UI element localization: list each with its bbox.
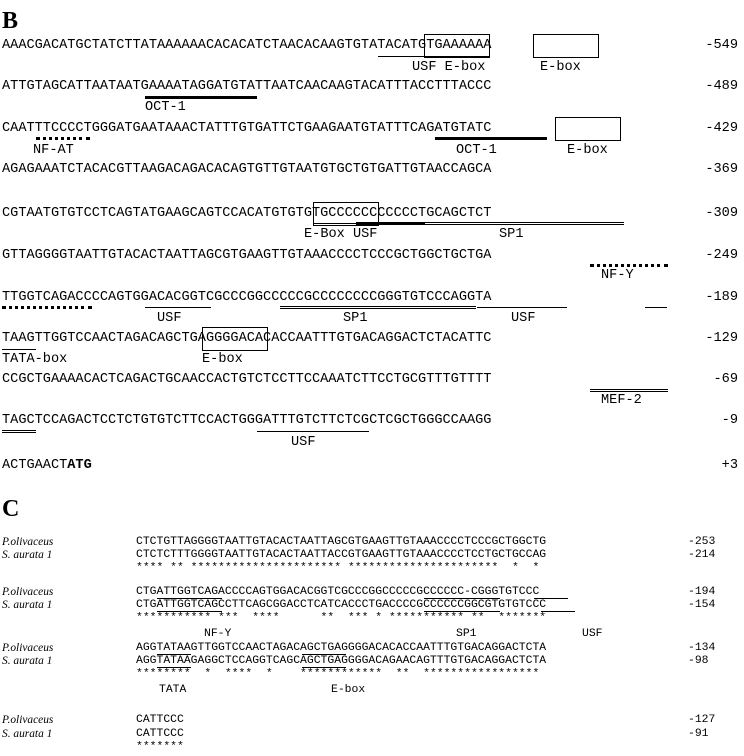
motif-label: USF [291, 435, 316, 450]
position-number: -134 [688, 642, 716, 654]
sequence-row: CAATTTCCCCTGGGATGAATAAACTATTTGTGATTCTGAAGAATGTATTTCAGATGTATC [2, 121, 492, 136]
conservation-stars: *********** *** **** ** *** * *********** ** ******* [136, 612, 547, 624]
panel-c-label: C [2, 496, 20, 522]
ebox-underline [302, 667, 346, 668]
nfy-underline [590, 264, 668, 267]
motif-label: USF [157, 311, 182, 326]
motif-label: NF-Y [601, 268, 634, 283]
position-number: -194 [688, 586, 716, 598]
start-codon: ATG [67, 458, 92, 473]
motif-label: E-box [567, 143, 608, 158]
sequence-row: TAAGTTGGTCCAACTAGACAGCTGAGGGGACACACCAATTTGTGACAGGACTCTACATTC [2, 331, 492, 346]
sequence-row: AGAGAAATCTACACGTTAAGACAGACACAGTGTTGTAATGTGCTGTGATTGTAACCAGCA [2, 162, 492, 177]
sp1-underline [280, 306, 476, 309]
motif-label: E-box [540, 60, 581, 75]
motif-label: USF E-box [412, 60, 486, 75]
species-name: S. aurata 1 [2, 655, 53, 667]
position-number: -91 [688, 728, 709, 740]
sequence-row: CCGCTGAAAACACTCAGACTGCAACCACTGTCTCCTTCCAAATCTTCCTGCGTTTGTTTT [2, 372, 492, 387]
ebox-box [202, 327, 268, 351]
motif-label: USF [582, 628, 603, 640]
sequence-row: CGTAATGTGTCCTCAGTATGAAGCAGTCCACATGTGTGTGCCCCCCCCCCCTGCAGCTCT [2, 206, 492, 221]
species-name: P.olivaceus [2, 714, 54, 726]
motif-label: E-Box USF [304, 227, 378, 242]
position-number: -549 [705, 38, 738, 53]
position-number: -9 [721, 413, 738, 428]
position-number: -154 [688, 599, 716, 611]
position-number: -189 [705, 290, 738, 305]
motif-label: NF-Y [204, 628, 232, 640]
species-name: S. aurata 1 [2, 549, 53, 561]
species-name: P.olivaceus [2, 586, 54, 598]
motif-label: USF [511, 311, 536, 326]
usf-underline [257, 431, 369, 432]
mef2-underline [2, 430, 36, 433]
species-name: P.olivaceus [2, 642, 54, 654]
species-name: S. aurata 1 [2, 728, 53, 740]
species-name: S. aurata 1 [2, 599, 53, 611]
conservation-stars: ******* [136, 741, 184, 753]
position-number: -129 [705, 331, 738, 346]
motif-label: NF-AT [33, 143, 74, 158]
ebox-box [555, 117, 621, 141]
usf-underline [378, 56, 490, 57]
sequence-row: TAGCTCCAGACTCCTCTGTGTCTTCCACTGGGATTTGTCTTCTCGCTCGCTGGGCCAAGG [2, 413, 492, 428]
motif-label: OCT-1 [145, 100, 186, 115]
sp1-underline [424, 598, 500, 599]
motif-label: TATA-box [2, 352, 68, 367]
position-number: -253 [688, 536, 716, 548]
position-number: -214 [688, 549, 716, 561]
motif-label: OCT-1 [456, 143, 497, 158]
motif-label: TATA [159, 684, 187, 696]
aligned-sequence: CATTCCC [136, 728, 184, 740]
ebox-box [424, 34, 490, 58]
oct1-underline [435, 137, 547, 140]
usf-underline [145, 307, 211, 308]
tata-underline [157, 667, 191, 668]
mef2-underline [590, 389, 668, 392]
aligned-sequence: CTCTCTTTGGGGTAATTGTACACTAATTACCGTGAAGTTGTAAACCCCTCCTGCTGCCAG [136, 549, 547, 561]
sequence-row: TTGGTCAGACCCCAGTGGACACGGTCGCCCGGCCCCCGCCCCCCCCGGGTGTCCCAGGTA [2, 290, 492, 305]
aligned-sequence: AGGTATAAGAGGCTCCAGGTCAGCAGCTGAGGGGACAGAACAGTTTGTGACAGGACTCTA [136, 655, 547, 667]
aligned-sequence: CTGATTGGTCAGCCTTCAGCGGACCTCATCACCCTGACCCCGCCCCCCGGCGTGTGTCCC [136, 599, 547, 611]
motif-label: MEF-2 [601, 393, 642, 408]
sequence-plain: ACTGAACT [2, 458, 68, 473]
position-number: -249 [705, 248, 738, 263]
sequence-row: GTTAGGGGTAATTGTACACTAATTAGCGTGAAGTTGTAAACCCCTCCCGCTGGCTGCTGA [2, 248, 492, 263]
position-number: -98 [688, 655, 709, 667]
conservation-stars: **** ** ********************** ********************** * * [136, 562, 540, 574]
aligned-sequence: CATTCCC [136, 714, 184, 726]
tata-underline [645, 307, 667, 308]
usf-underline [541, 611, 575, 612]
nfy-underline [2, 306, 92, 309]
sp1-underline [356, 222, 624, 225]
oct1-underline [145, 96, 257, 99]
aligned-sequence: CTGATTGGTCAGACCCCAGTGGACACGGTCGCCCGGCCCCCGCCCCCC-CGGGTGTCCC [136, 586, 540, 598]
sp1-underline [424, 611, 500, 612]
position-number: -489 [705, 79, 738, 94]
motif-label: E-box [202, 352, 243, 367]
aligned-sequence: CTCTGTTAGGGGTAATTGTACACTAATTAGCGTGAAGTTGTAAACCCCTCCCGCTGGCTG [136, 536, 547, 548]
position-number: -429 [705, 121, 738, 136]
motif-label: SP1 [343, 311, 368, 326]
position-number: -369 [705, 162, 738, 177]
sequence-row [2, 458, 92, 474]
sequence-row: AAACGACATGCTATCTTATAAAAAACACACATCTAACACAAGTGTATACATGTGAAAAAA [2, 38, 492, 53]
usf-underline [477, 307, 567, 308]
position-number: -127 [688, 714, 716, 726]
ebox-box [533, 34, 599, 58]
motif-label: E-box [331, 684, 366, 696]
nfy-underline [157, 611, 222, 612]
panel-b-label: B [2, 8, 19, 34]
conservation-stars: ******** * **** * ************ ** ***************** [136, 668, 540, 680]
nfat-underline [36, 137, 90, 140]
species-name: P.olivaceus [2, 536, 54, 548]
position-number: -309 [705, 206, 738, 221]
ebox-underline [302, 654, 346, 655]
tata-underline [2, 349, 36, 350]
position-number: +3 [721, 458, 738, 473]
tata-underline [157, 654, 191, 655]
aligned-sequence: AGGTATAAGTTGGTCCAACTAGACAGCTGAGGGGACACACCAATTTGTGACAGGACTCTA [136, 642, 547, 654]
motif-label: SP1 [456, 628, 477, 640]
motif-label: SP1 [499, 227, 524, 242]
sequence-row: ATTGTAGCATTAATAATGAAAATAGGATGTATTAATCAACAAGTACATTTACCTTTACCC [2, 79, 492, 94]
usf-underline [534, 598, 568, 599]
nfy-underline [157, 598, 222, 599]
position-number: -69 [713, 372, 738, 387]
